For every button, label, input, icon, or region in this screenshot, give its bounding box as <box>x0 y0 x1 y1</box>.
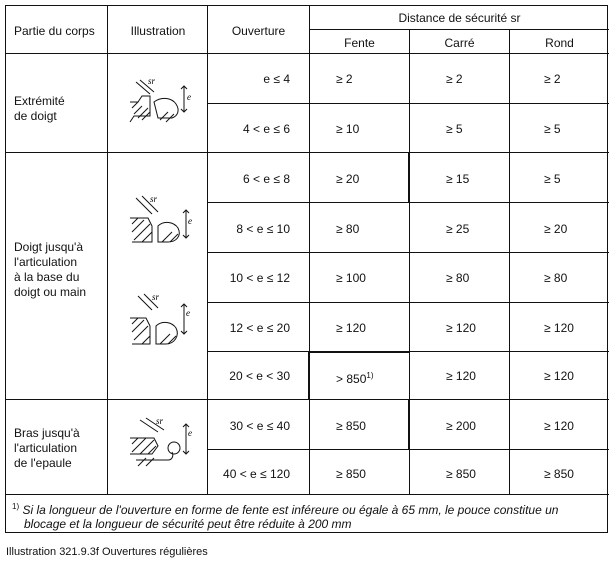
square-value: ≥ 25 <box>446 222 470 236</box>
square-value: ≥ 15 <box>446 172 470 186</box>
opening-value: 12 < e ≤ 20 <box>229 321 290 335</box>
slot-value: ≥ 10 <box>336 122 360 136</box>
opening-value: e ≤ 4 <box>263 72 290 86</box>
group-label: Extrémité de doigt <box>14 94 65 123</box>
square-value: ≥ 5 <box>446 122 463 136</box>
row-divider <box>207 252 609 253</box>
boundary-mark <box>308 351 410 353</box>
footnote-ref: 1) <box>366 371 374 380</box>
round-value: ≥ 120 <box>544 321 574 335</box>
header-opening: Ouverture <box>231 24 286 38</box>
header-distance-group: Distance de sécurité sr <box>398 11 521 25</box>
round-value: ≥ 5 <box>544 122 561 136</box>
round-value: ≥ 2 <box>544 72 561 86</box>
round-value: ≥ 850 <box>544 467 574 481</box>
row-divider <box>207 103 609 104</box>
round-value: ≥ 120 <box>544 419 574 433</box>
footnote-line-2 <box>12 517 608 531</box>
row-divider <box>309 29 609 30</box>
boundary-mark <box>408 399 410 450</box>
footnote-text-1: Si la longueur de l'ouverture en forme de fente est inféreure ou égale à 65 mm, le pouce constitue un <box>22 503 559 517</box>
header-round: Rond <box>545 36 574 50</box>
e-label: e <box>187 92 191 102</box>
hand-illustration <box>128 290 194 352</box>
group-label: Doigt jusqu'à l'articulation à la base du doigt ou main <box>14 240 87 299</box>
footnote-text-2: blocage et la longueur de sécurité peut être réduite à 200 mm <box>24 517 352 531</box>
round-value: ≥ 5 <box>544 172 561 186</box>
figure-caption: Illustration 321.9.3f Ouvertures régulières <box>6 546 208 558</box>
slot-value: ≥ 2 <box>336 72 353 86</box>
e-label: e <box>186 308 190 318</box>
boundary-mark <box>308 351 310 400</box>
opening-value: 20 < e < 30 <box>229 369 290 383</box>
group-divider <box>6 152 609 153</box>
footnote-marker: 1) <box>12 502 20 511</box>
row-divider <box>6 53 609 54</box>
opening-value: 4 < e ≤ 6 <box>243 122 290 136</box>
square-value: ≥ 200 <box>446 419 476 433</box>
slot-value: ≥ 20 <box>336 172 360 186</box>
col-divider <box>509 29 510 494</box>
opening-value: 8 < e ≤ 10 <box>236 222 290 236</box>
sr-label: sr <box>152 292 160 302</box>
fingertip-illustration <box>128 72 194 134</box>
header-body-part: Partie du corps <box>14 24 95 38</box>
slot-value: ≥ 80 <box>336 222 360 236</box>
square-value: ≥ 850 <box>446 467 476 481</box>
e-label: e <box>188 428 192 438</box>
opening-value: 30 < e ≤ 40 <box>229 419 290 433</box>
square-value: ≥ 120 <box>446 369 476 383</box>
row-divider <box>207 302 609 303</box>
opening-value: 10 < e ≤ 12 <box>229 271 290 285</box>
arm-illustration <box>128 414 194 474</box>
boundary-mark <box>408 152 410 203</box>
round-value: ≥ 120 <box>544 369 574 383</box>
slot-value: ≥ 850 <box>336 467 366 481</box>
sr-label: sr <box>148 76 156 86</box>
slot-value: ≥ 850 <box>336 419 366 433</box>
col-divider <box>107 6 108 494</box>
e-label: e <box>188 216 192 226</box>
finger-illustration <box>128 192 194 254</box>
slot-value-text: > 850 <box>336 372 367 386</box>
header-square: Carré <box>444 36 475 50</box>
header-illustration: Illustration <box>130 24 186 38</box>
opening-value: 6 < e ≤ 8 <box>243 172 290 186</box>
slot-value: ≥ 100 <box>336 271 366 285</box>
slot-value <box>336 369 374 386</box>
col-divider <box>309 6 310 494</box>
footnote-divider <box>6 494 609 495</box>
slot-value: ≥ 120 <box>336 321 366 335</box>
square-value: ≥ 2 <box>446 72 463 86</box>
round-value: ≥ 20 <box>544 222 568 236</box>
square-value: ≥ 120 <box>446 321 476 335</box>
col-divider <box>207 6 208 494</box>
sr-label: sr <box>156 416 164 426</box>
safety-distance-table <box>5 5 608 533</box>
square-value: ≥ 80 <box>446 271 470 285</box>
sr-label: sr <box>150 194 158 204</box>
group-label: Bras jusqu'à l'articulation de l'epaule <box>14 426 80 470</box>
header-slot: Fente <box>344 36 375 50</box>
footnote-line-1 <box>12 500 608 517</box>
round-value: ≥ 80 <box>544 271 568 285</box>
footnote <box>12 500 608 531</box>
opening-value: 40 < e ≤ 120 <box>223 467 290 481</box>
